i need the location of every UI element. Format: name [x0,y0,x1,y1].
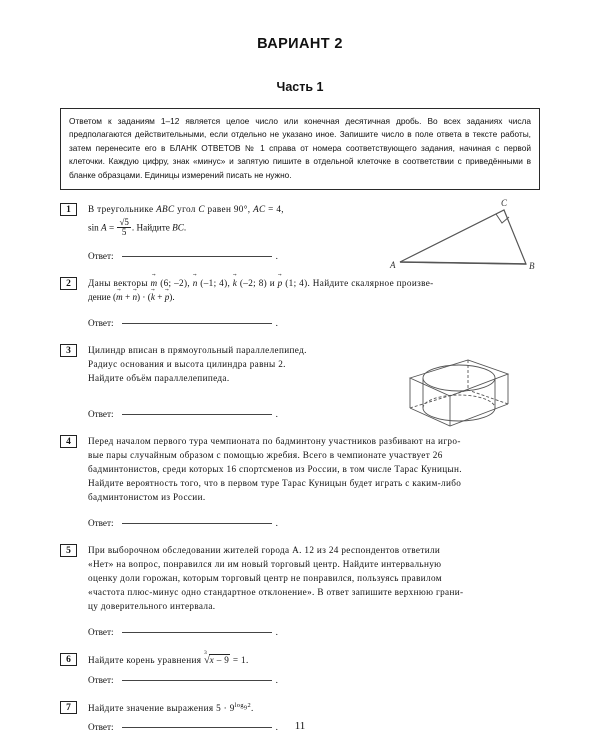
t1-end: . [183,222,187,233]
answer-period: . [275,722,278,733]
answer-label: Ответ: [88,318,114,329]
task-4-line-2: вые пары случайным образом с помощью жребия. Всего в чемпионате участвует 26 [88,450,443,461]
task-2-body [88,277,540,332]
task-6-body [88,649,540,688]
t2-open-2: ( [147,292,151,303]
t7-coefficient: 5 · 9 [216,703,235,714]
answer-period: . [275,409,278,420]
t1-frac-num: √5 [119,217,129,228]
t7-period: . [250,703,254,714]
svg-text:A: A [390,260,396,270]
instruction-box [60,108,540,190]
t6-var-x: x [209,655,215,666]
t1-text-d: равен 90°, [204,204,254,215]
t1-angle-a: A [101,222,107,233]
task-6-answer-row [88,674,540,688]
t6-minus-nine: – 9 [214,655,230,666]
task-5-line-4: «частота плюс-минус одно стандартное отклонение». В ответ запишите верхнюю грани- [88,587,464,598]
t2-close-2: ). [169,292,175,303]
task-3-line-1: Цилиндр вписан в прямоугольный параллелепипед. [88,345,307,356]
task-4-line-5: бадминтонистом из России. [88,492,206,503]
task-1 [60,203,540,263]
t2-vector-k2: k → [151,291,155,305]
t2-p-coords: (1; 4). Найдите скалярное произве- [282,277,434,288]
task-3 [60,344,540,422]
t1-sin: sin [88,222,102,233]
task-number-2: 2 [60,277,77,290]
t2-dot-product: · [140,292,148,303]
answer-label: Ответ: [88,722,114,733]
t2-vector-n2: n → [132,291,137,305]
t2-text-a: Даны векторы [88,277,151,288]
task-5-answer-row [88,626,540,640]
task-2 [60,277,540,332]
t6-radical-sign: √ [203,655,211,667]
t1-text-e: = 4, [265,204,284,215]
t2-vector-m: m → [151,277,158,291]
t7-exponent [234,702,251,712]
answer-input-line[interactable] [122,255,272,257]
t6-root-index: 3 [203,649,208,656]
task-4-answer-row [88,517,540,531]
task-3-line-3: Найдите объём параллелепипеда. [88,373,230,384]
t7-log: log [234,702,244,710]
answer-period: . [275,675,278,686]
t6-prefix: Найдите корень уравнения [88,655,204,666]
task-3-line-2: Радиус основания и высота цилиндра равны 2. [88,359,286,370]
answer-period: . [275,318,278,329]
page-number: 11 [294,720,306,732]
task-4 [60,435,540,531]
answer-input-line[interactable] [122,631,272,633]
t1-frac-den: 5 [117,227,130,237]
t2-m-coords: (6; –2), [157,277,193,288]
answer-input-line[interactable] [122,522,272,524]
answer-input-line[interactable] [122,322,272,324]
answer-period: . [275,518,278,529]
t6-cube-root [203,649,230,669]
instruction-text: Ответом к заданиям 1–12 является целое число или конечная десятичная дробь. Во всех заданиях числа предполагаются действительными, если отдельно не указано иное. Запишите число в поле ответа в тексте работы, затем перенесите его в БЛАНК ОТВЕТОВ № 1 справа от номера соответствующего задания, начиная с первой клеточки. Каждую цифру, знак «минус» и запятую пишите в отдельной клеточке в соответствии с приведёнными в бланке образцами. Единицы измерений писать не нужно. [69,116,531,180]
t1-text-a: В треугольнике [88,204,157,215]
t2-plus-2: + [154,292,165,303]
t1-fraction [117,218,130,237]
t1-c: C [198,204,205,215]
t1-eq: = [106,222,117,233]
task-4-line-3: бадминтонистов, среди которых 16 спортсменов из России, в том числе Тарас Куницын. [88,464,462,475]
task-6 [60,649,540,688]
task-7-line-1 [88,701,540,716]
t6-radicand [209,654,231,665]
answer-period: . [275,627,278,638]
task-5-line-1: При выборочном обследовании жителей города А. 12 из 24 респондентов ответили [88,545,441,556]
t2-close-1: ) [137,292,141,303]
t2-text-b: дение [88,292,113,303]
task-6-line-1 [88,649,540,669]
task-4-line-1: Перед началом первого тура чемпионата по бадминтону участников разбивают на игро- [88,436,461,447]
task-5-line-5: цу доверительного интервала. [88,601,216,612]
task-number-7: 7 [60,701,77,714]
answer-period: . [275,250,278,261]
t2-vector-p: p → [278,277,283,291]
task-number-4: 4 [60,435,77,448]
answer-input-line[interactable] [122,413,272,415]
page-title: ВАРИАНТ 2 [257,36,343,52]
task-5-line-3: оценку доли горожан, которым торговый центр не понравился, пользуясь правилом [88,573,442,584]
task-2-line-1 [88,277,540,291]
t2-vector-n: n → [193,277,198,291]
answer-label: Ответ: [88,409,114,420]
answer-label: Ответ: [88,518,114,529]
t1-abc: ABC [156,204,175,215]
task-number-3: 3 [60,344,77,357]
part-heading: Часть 1 [276,80,324,94]
task-1-answer-row [88,250,388,264]
t2-open-1: ( [112,292,117,303]
t7-log-base: 9 [243,704,248,712]
svg-text:B: B [529,261,535,271]
answer-input-line[interactable] [122,679,272,681]
t1-bc: BC [172,222,184,233]
t2-k-coords: (–2; 8) и [237,277,278,288]
t2-plus-1: + [122,292,133,303]
answer-label: Ответ: [88,627,114,638]
t1-tail: . Найдите [131,222,173,233]
task-2-line-2 [88,291,540,305]
t1-ac: AC [253,204,266,215]
task-3-body [88,344,388,422]
answer-label: Ответ: [88,250,114,261]
svg-text:C: C [501,198,508,208]
task-number-1: 1 [60,203,77,216]
t6-equals-one: = 1. [230,655,249,666]
t2-n-coords: (–1; 4), [197,277,233,288]
task-4-line-4: Найдите вероятность того, что в первом туре Тарас Куницын будет играть с каким-либо [88,478,462,489]
task-1-body [88,203,388,263]
task-1-line-1 [88,203,388,217]
t2-vector-m2: m → [116,291,123,305]
task-number-5: 5 [60,544,77,557]
t7-log-arg: 2 [247,702,251,710]
t2-vector-k: k → [233,277,237,291]
task-5-body [88,544,540,640]
task-3-answer-row [88,408,388,422]
task-number-6: 6 [60,653,77,666]
task-5 [60,544,540,640]
task-5-line-2: «Нет» на вопрос, понравился ли им новый торговый центр. Найдите интервальную [88,559,442,570]
t2-vector-p2: p → [165,291,170,305]
answer-label: Ответ: [88,675,114,686]
task-1-line-2 [88,218,388,237]
task-2-answer-row [88,317,540,331]
t1-text-b: угол [174,204,199,215]
t7-prefix: Найдите значение выражения [88,703,217,714]
task-4-body [88,435,540,531]
